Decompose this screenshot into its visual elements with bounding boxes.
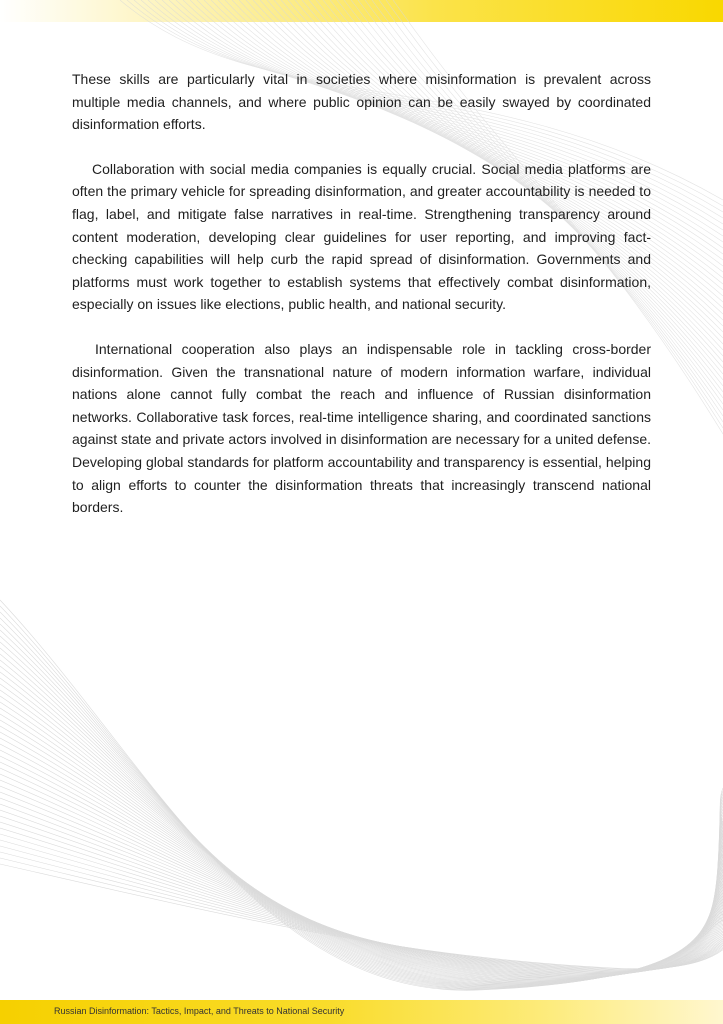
- wave-line: [0, 612, 723, 989]
- wave-line: [0, 600, 723, 990]
- wave-line: [0, 636, 723, 987]
- wave-line: [0, 800, 723, 971]
- wave-line: [0, 797, 723, 970]
- wave-line: [0, 750, 723, 978]
- footer-document-title: Russian Disinformation: Tactics, Impact, and Threats to National Security: [54, 1006, 345, 1016]
- wave-line: [0, 642, 723, 987]
- wave-line: [0, 618, 723, 989]
- wave-line: [0, 660, 723, 985]
- paragraph-international-cooperation: International cooperation also plays an indispensable role in tackling cross-border disinformation. Given the transnational nature of modern information warfare, individual nations alone cannot fully combat the reach and influence of Russian disinformation networks. Collaborative task forces, real-time intelligence sharing, and coordinated sanctions against state and private actors involved in disinformation are necessary for a united defense. Developing global standards for platform accountability and transparency is essential, helping to align efforts to counter the disinformation threats that increasingly transcend national borders.: [72, 340, 651, 516]
- paragraph-media-literacy: These skills are particularly vital in societies where misinformation is prevalent across multiple media channels, and where public opinion can be easily swayed by coordinated disinformation efforts.: [72, 71, 651, 133]
- wave-line: [0, 666, 723, 985]
- wave-line: [0, 624, 723, 988]
- wave-line: [0, 732, 723, 979]
- document-body: [72, 68, 651, 541]
- wave-line: [0, 792, 723, 974]
- wave-line: [0, 672, 723, 984]
- wave-line: [0, 654, 723, 986]
- paragraph-social-media-collaboration: Collaboration with social media companies is equally crucial. Social media platforms are often the primary vehicle for spreading disinformation, and greater accountability is needed to flag, label, and mitigate false narratives in real-time. Strengthening transparency around content moderation, developing clear guidelines for user reporting, and improving fact-checking capabilities will help curb the rapid spread of disinformation. Governments and platforms must work together to establish systems that effectively combat disinformation, especially on issues like elections, public health, and national security.: [72, 160, 651, 313]
